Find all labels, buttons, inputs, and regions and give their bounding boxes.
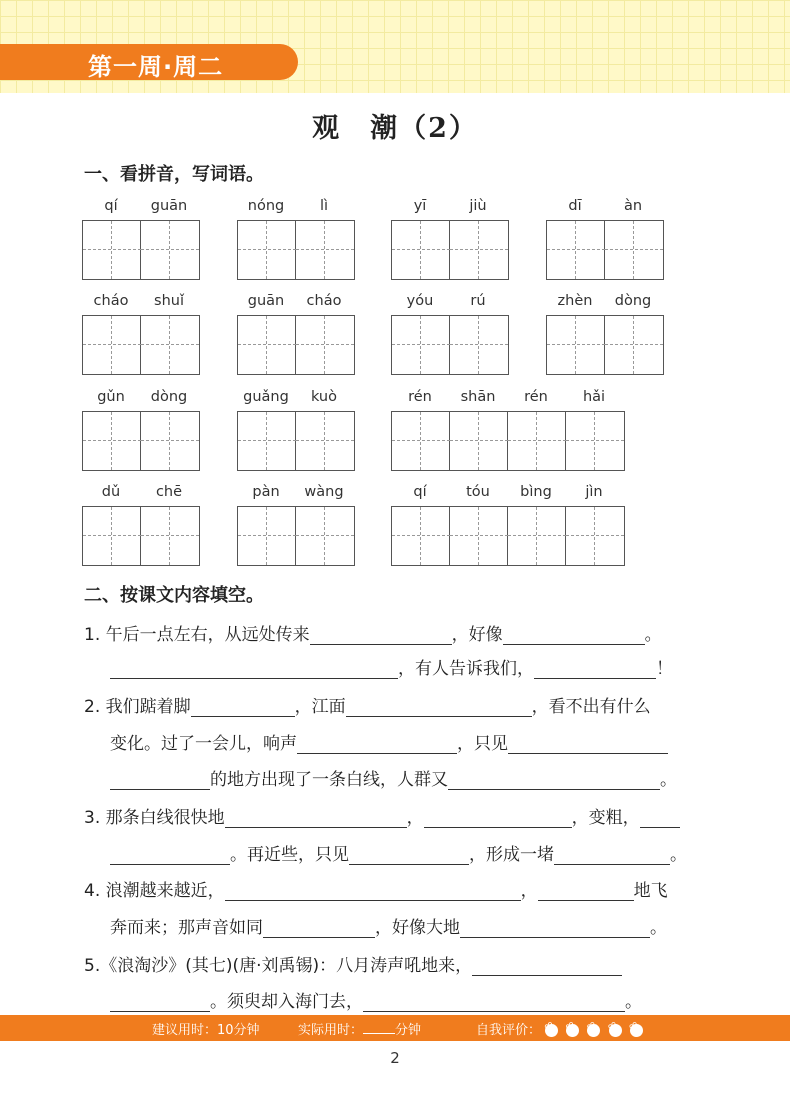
- q5-text-c: 。: [625, 992, 642, 1012]
- character-cell[interactable]: [141, 507, 199, 565]
- flower-icon[interactable]: [545, 1024, 558, 1037]
- pinyin-label: dòng: [150, 389, 188, 405]
- q4-text-c: 地飞: [633, 881, 668, 901]
- q4-text-e: ，好像大地: [375, 918, 460, 938]
- q3-blank-3[interactable]: [640, 809, 680, 828]
- character-cell[interactable]: [392, 221, 450, 279]
- self-eval-label: 自我评价：: [476, 1023, 542, 1038]
- writing-box: [82, 220, 200, 280]
- q2-blank-5[interactable]: [110, 771, 210, 790]
- pinyin-label: dǔ: [101, 484, 121, 500]
- pinyin-label: dòng: [614, 293, 652, 309]
- q4-text-b: ，: [520, 881, 538, 901]
- q2-blank-2[interactable]: [346, 698, 532, 717]
- pinyin-label: àn: [623, 198, 643, 214]
- q2-text-a: 2. 我们踮着脚: [84, 697, 191, 717]
- self-evaluation: [476, 1019, 647, 1038]
- pinyin-label: rén: [408, 389, 432, 405]
- pinyin-label: wàng: [304, 484, 344, 500]
- q2-line2: [110, 729, 668, 754]
- q1-blank-3[interactable]: [110, 660, 398, 679]
- character-cell[interactable]: [296, 221, 354, 279]
- q2-line1: [84, 692, 651, 717]
- pinyin-label: yī: [413, 198, 427, 214]
- character-cell[interactable]: [238, 412, 296, 470]
- flower-icon[interactable]: [630, 1024, 643, 1037]
- q5-text-b: 。须臾却入海门去，: [210, 992, 363, 1012]
- q2-line3: [110, 765, 677, 790]
- writing-box: [391, 220, 509, 280]
- character-cell[interactable]: [450, 316, 508, 374]
- q4-blank-3[interactable]: [263, 919, 375, 938]
- pinyin-label: rén: [524, 389, 548, 405]
- q3-blank-4[interactable]: [110, 846, 230, 865]
- page-number: 2: [390, 1049, 400, 1067]
- q2-text-e: ，只见: [457, 734, 508, 754]
- character-cell[interactable]: [450, 507, 508, 565]
- actual-time-label: 实际用时：: [298, 1023, 364, 1038]
- q2-blank-1[interactable]: [191, 698, 295, 717]
- pinyin-label: tóu: [466, 484, 490, 500]
- pinyin-label: hǎi: [582, 389, 606, 405]
- q1-text-c: 。: [644, 625, 662, 645]
- q5-line1: [84, 951, 622, 976]
- q5-text-a: 5.《浪淘沙》(其七)(唐·刘禹锡)：八月涛声吼地来，: [84, 956, 473, 976]
- character-cell[interactable]: [392, 412, 450, 470]
- q4-blank-4[interactable]: [460, 919, 650, 938]
- character-cell[interactable]: [238, 507, 296, 565]
- pinyin-label: dī: [568, 198, 582, 214]
- pinyin-label: guān: [150, 198, 188, 214]
- character-cell[interactable]: [392, 316, 450, 374]
- q2-blank-4[interactable]: [508, 735, 668, 754]
- writing-box: [546, 315, 664, 375]
- q1-blank-4[interactable]: [534, 660, 656, 679]
- flower-icon[interactable]: [609, 1024, 622, 1037]
- header-label: 第一周·周二: [88, 53, 224, 81]
- q1-text-d: ，有人告诉我们，: [398, 659, 534, 679]
- pinyin-label: yóu: [406, 293, 434, 309]
- page-title: 观 潮（2）: [312, 113, 478, 144]
- character-cell[interactable]: [238, 221, 296, 279]
- actual-time: [298, 1019, 421, 1038]
- q5-blank-1[interactable]: [472, 957, 622, 976]
- q3-line1: [84, 803, 680, 828]
- pinyin-label: kuò: [310, 389, 337, 405]
- character-cell[interactable]: [83, 316, 141, 374]
- pinyin-label: zhèn: [557, 293, 593, 309]
- q5-blank-3[interactable]: [363, 993, 625, 1012]
- q2-text-f: 的地方出现了一条白线，人群又: [210, 770, 448, 790]
- q3-text-c: ，变粗，: [571, 808, 640, 828]
- q3-text-b: ，: [406, 808, 424, 828]
- writing-box: [237, 315, 355, 375]
- pinyin-label: guān: [247, 293, 285, 309]
- q3-blank-2[interactable]: [424, 809, 572, 828]
- writing-box: [82, 411, 200, 471]
- q3-text-e: ，形成一堵: [469, 845, 554, 865]
- q3-blank-5[interactable]: [349, 846, 469, 865]
- character-cell[interactable]: [296, 507, 354, 565]
- q1-line2: [110, 654, 673, 679]
- q4-text-d: 奔而来；那声音如同: [110, 918, 263, 938]
- character-cell[interactable]: [450, 221, 508, 279]
- character-cell[interactable]: [547, 221, 605, 279]
- pinyin-label: shuǐ: [154, 293, 184, 309]
- q3-text-f: 。: [670, 845, 687, 865]
- writing-box: [237, 220, 355, 280]
- q5-blank-2[interactable]: [110, 993, 210, 1012]
- q1-text-e: ！: [656, 659, 673, 679]
- character-cell[interactable]: [566, 412, 624, 470]
- character-cell[interactable]: [141, 316, 199, 374]
- q2-text-b: ，江面: [294, 697, 346, 717]
- character-cell[interactable]: [566, 507, 624, 565]
- q2-blank-6[interactable]: [448, 771, 660, 790]
- writing-box: [391, 411, 625, 471]
- q3-text-d: 。再近些，只见: [230, 845, 349, 865]
- flower-icon[interactable]: [566, 1024, 579, 1037]
- q2-text-c: ，看不出有什么: [531, 697, 651, 717]
- character-cell[interactable]: [605, 221, 663, 279]
- character-cell[interactable]: [83, 507, 141, 565]
- q2-blank-3[interactable]: [297, 735, 457, 754]
- writing-box: [391, 315, 509, 375]
- section1-title: 一、看拼音，写词语。: [84, 164, 264, 185]
- pinyin-label: guǎng: [243, 389, 289, 405]
- writing-box: [82, 506, 200, 566]
- pinyin-label: cháo: [306, 293, 342, 309]
- section2-title: 二、按课文内容填空。: [84, 585, 264, 606]
- writing-box: [237, 506, 355, 566]
- q1-text-b: ，好像: [451, 625, 503, 645]
- pinyin-label: qí: [104, 198, 118, 214]
- character-cell[interactable]: [547, 316, 605, 374]
- pinyin-label: gǔn: [97, 389, 125, 405]
- q2-text-d: 变化。过了一会儿，响声: [110, 734, 297, 754]
- character-cell[interactable]: [141, 412, 199, 470]
- q4-line1: [84, 876, 668, 901]
- pinyin-label: nóng: [247, 198, 285, 214]
- writing-box: [546, 220, 664, 280]
- q2-text-g: 。: [660, 770, 677, 790]
- character-cell[interactable]: [450, 412, 508, 470]
- pinyin-label: cháo: [93, 293, 129, 309]
- q1-blank-1[interactable]: [310, 626, 452, 645]
- pinyin-label: jiù: [469, 198, 487, 214]
- pinyin-label: bìng: [520, 484, 552, 500]
- character-cell[interactable]: [238, 316, 296, 374]
- q3-blank-1[interactable]: [225, 809, 407, 828]
- q4-blank-1[interactable]: [225, 882, 521, 901]
- flower-icon[interactable]: [587, 1024, 600, 1037]
- q4-text-f: 。: [650, 918, 667, 938]
- character-cell[interactable]: [605, 316, 663, 374]
- q1-blank-2[interactable]: [503, 626, 645, 645]
- pinyin-label: qí: [413, 484, 427, 500]
- pinyin-label: pàn: [252, 484, 280, 500]
- pinyin-label: chē: [155, 484, 183, 500]
- actual-time-blank[interactable]: [363, 1021, 395, 1034]
- pinyin-label: jìn: [585, 484, 603, 500]
- q4-line2: [110, 913, 667, 938]
- character-cell[interactable]: [83, 221, 141, 279]
- character-cell[interactable]: [296, 316, 354, 374]
- pinyin-label: lì: [319, 198, 329, 214]
- character-cell[interactable]: [392, 507, 450, 565]
- q3-text-a: 3. 那条白线很快地: [84, 808, 225, 828]
- character-cell[interactable]: [141, 221, 199, 279]
- character-cell[interactable]: [83, 412, 141, 470]
- pinyin-label: shān: [460, 389, 496, 405]
- q4-text-a: 4. 浪潮越来越近，: [84, 881, 225, 901]
- writing-box: [237, 411, 355, 471]
- q1-text-a: 1. 午后一点左右，从远处传来: [84, 625, 310, 645]
- q1-line1: [84, 620, 662, 645]
- writing-box: [391, 506, 625, 566]
- writing-box: [82, 315, 200, 375]
- character-cell[interactable]: [508, 507, 566, 565]
- character-cell[interactable]: [296, 412, 354, 470]
- q3-line2: [110, 840, 687, 865]
- character-cell[interactable]: [508, 412, 566, 470]
- q4-blank-2[interactable]: [538, 882, 634, 901]
- pinyin-label: rú: [470, 293, 486, 309]
- actual-time-unit: 分钟: [395, 1023, 422, 1038]
- suggested-time: 建议用时：10分钟: [152, 1023, 260, 1038]
- q5-line2: [110, 987, 642, 1012]
- q3-blank-6[interactable]: [554, 846, 670, 865]
